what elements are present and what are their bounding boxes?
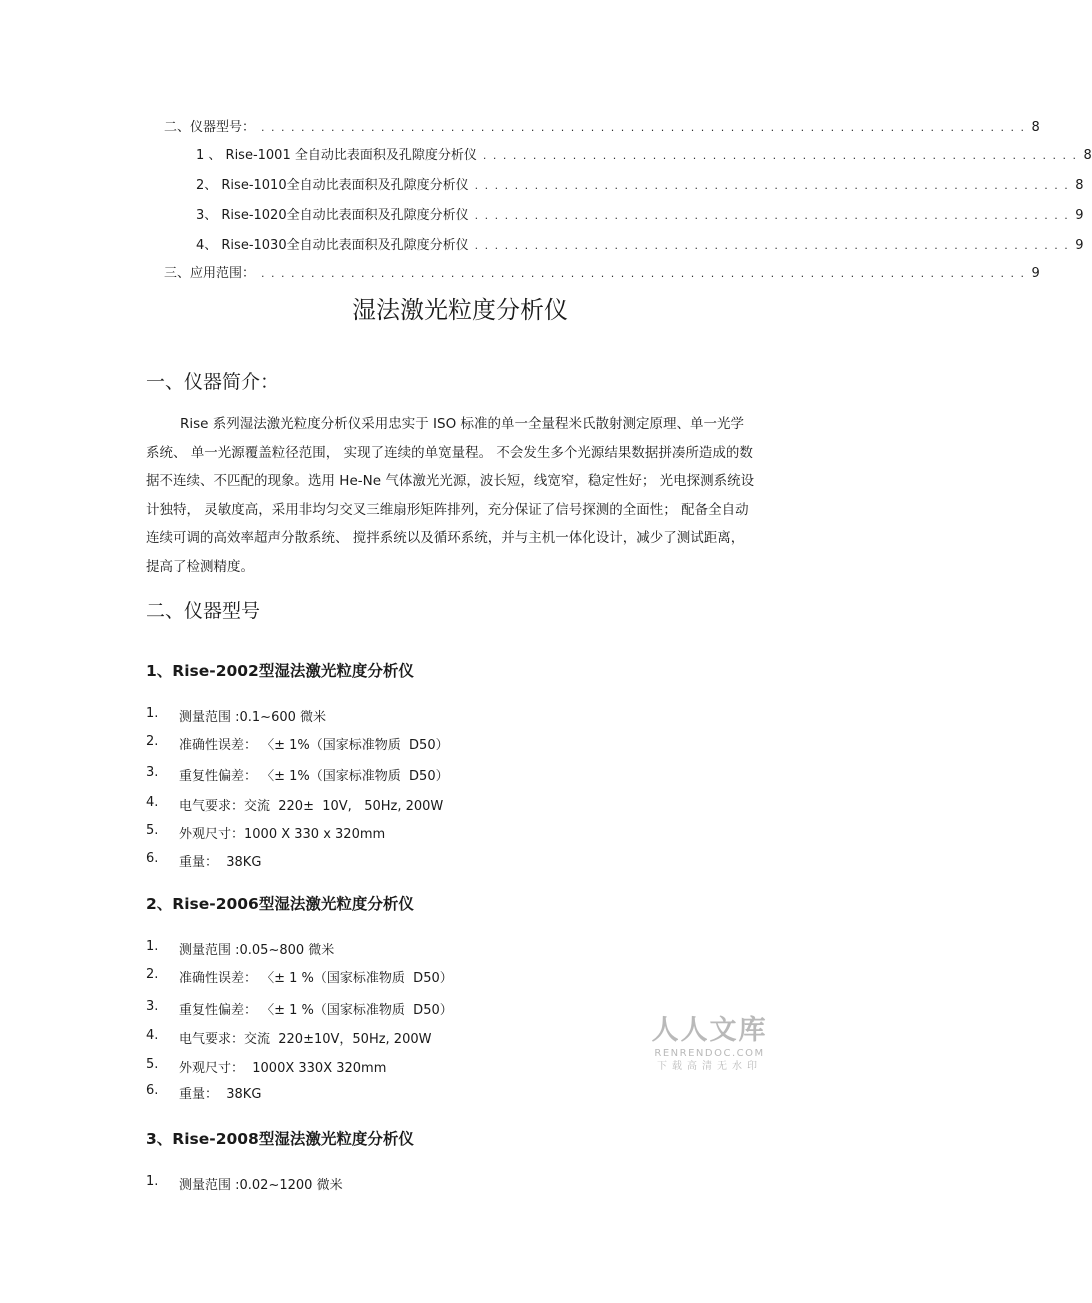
toc-label: 2、 Rise-1010全自动比表面积及孔隙度分析仪 (196, 178, 469, 193)
spec-item (146, 765, 449, 784)
spec-number: 3. (146, 765, 159, 780)
spec-text: 测量范围 :0.02~1200 微米 (179, 1178, 343, 1193)
spec-text: 外观尺寸： 1000X 330X 320mm (179, 1061, 387, 1076)
toc-label: 3、 Rise-1020全自动比表面积及孔隙度分析仪 (196, 208, 469, 223)
spec-text: 电气要求：交流 220± 10V, 50Hz, 200W (179, 799, 444, 814)
spec-text: 重量： 38KG (179, 855, 262, 870)
spec-number: 5. (146, 823, 159, 838)
toc-label: 二、仪器型号： (164, 120, 256, 135)
spec-text: 重量： 38KG (179, 1087, 262, 1102)
intro-paragraph: Rise 系列湿法激光粒度分析仪采用忠实于 ISO 标准的单一全量程米氏散射测定原理、单一光学系统、 单一光源覆盖粒径范围， 实现了连续的单宽量程。 不会发生多个光源结果数据拼凑所造成的数据不连续、不匹配的现象。选用 He-Ne 气体激光光源，波长短，线宽窄，稳定性好； 光电探测系统设计独特， 灵敏度高，采用非均匀交叉三维扇形矩阵排列，充分保证了信号探测的全面性； 配备全自动连续可调的高效率超声分散系统、 搅拌系统以及循环系统，并与主机一体化设计，减少了测试距离，提高了检测精度。 (146, 416, 755, 575)
spec-number: 4. (146, 1028, 159, 1043)
toc-page-number: 8 (1075, 178, 1084, 193)
spec-text: 重复性偏差： 〈± 1 %（国家标准物质 D50） (179, 1003, 453, 1018)
spec-item (146, 706, 326, 725)
toc-row[interactable] (164, 262, 1040, 281)
section-heading-intro: 一、仪器简介： (146, 371, 280, 393)
toc-leader: . . . . . . . . . . . . . . . . . . . . . . . . . . . . . . . . . . . . . . . . . . . . . . . . . . . . . . . . . . . . (474, 179, 1070, 192)
spec-text: 准确性误差： 〈± 1%（国家标准物质 D50） (179, 738, 449, 753)
spec-item (146, 851, 261, 870)
toc-row[interactable] (196, 174, 1084, 193)
toc-label: 1 、 Rise-1001 全自动比表面积及孔隙度分析仪 (196, 148, 477, 163)
spec-number: 4. (146, 795, 159, 810)
spec-item (146, 939, 334, 958)
spec-number: 5. (146, 1057, 159, 1072)
toc-page-number: 9 (1031, 266, 1040, 281)
toc-leader: . . . . . . . . . . . . . . . . . . . . . . . . . . . . . . . . . . . . . . . . . . . . . . . . . . . . . . . . . . . . (474, 239, 1070, 252)
watermark-domain: RENRENDOC.COM (654, 1048, 765, 1059)
toc-leader: . . . . . . . . . . . . . . . . . . . . . . . . . . . . . . . . . . . . . . . . . . . . . . . . . . . . . . . . . . . . . . . . . . . . . . . . . . . . . (261, 121, 1026, 134)
toc-label: 三、应用范围： (164, 266, 256, 281)
spec-item (146, 734, 449, 753)
spec-text: 测量范围 :0.1~600 微米 (179, 710, 327, 725)
spec-text: 准确性误差： 〈± 1 %（国家标准物质 D50） (179, 971, 453, 986)
spec-number: 3. (146, 999, 159, 1014)
spec-item (146, 823, 385, 842)
spec-item (146, 1083, 261, 1102)
section-heading-models: 二、仪器型号 (146, 600, 261, 622)
spec-number: 6. (146, 851, 159, 866)
model-heading: 2、Rise-2006型湿法激光粒度分析仪 (146, 895, 414, 913)
toc-page-number: 9 (1075, 238, 1084, 253)
watermark-slogan: 下载高清无水印 (657, 1061, 762, 1072)
toc-page-number: 8 (1083, 148, 1092, 163)
toc-leader: . . . . . . . . . . . . . . . . . . . . . . . . . . . . . . . . . . . . . . . . . . . . . . . . . . . . . . . . . . . . . . . . . . . . . . . . . . . . . (261, 267, 1026, 280)
spec-item (146, 1028, 431, 1047)
spec-number: 1. (146, 706, 159, 721)
document-title: 湿法激光粒度分析仪 (352, 296, 568, 324)
toc-row[interactable] (196, 144, 1092, 163)
spec-text: 电气要求：交流 220±10V，50Hz, 200W (179, 1032, 432, 1047)
spec-number: 2. (146, 734, 159, 749)
spec-item (146, 999, 453, 1018)
spec-item (146, 795, 443, 814)
model-heading: 1、Rise-2002型湿法激光粒度分析仪 (146, 662, 414, 680)
toc-row[interactable] (196, 204, 1084, 223)
toc-row[interactable] (164, 116, 1040, 135)
spec-number: 6. (146, 1083, 159, 1098)
spec-number: 1. (146, 939, 159, 954)
spec-item (146, 1057, 386, 1076)
spec-item (146, 1174, 343, 1193)
toc-leader: . . . . . . . . . . . . . . . . . . . . . . . . . . . . . . . . . . . . . . . . . . . . . . . . . . . . . . . . . . . . (474, 209, 1070, 222)
spec-text: 测量范围 :0.05~800 微米 (179, 943, 335, 958)
spec-number: 2. (146, 967, 159, 982)
toc-page-number: 8 (1031, 120, 1040, 135)
spec-text: 重复性偏差： 〈± 1%（国家标准物质 D50） (179, 769, 449, 784)
toc-page-number: 9 (1075, 208, 1084, 223)
toc-label: 4、 Rise-1030全自动比表面积及孔隙度分析仪 (196, 238, 469, 253)
model-heading: 3、Rise-2008型湿法激光粒度分析仪 (146, 1130, 414, 1148)
watermark-logo: 人人文库 (651, 1015, 768, 1046)
spec-text: 外观尺寸：1000 X 330 x 320mm (179, 827, 386, 842)
spec-number: 1. (146, 1174, 159, 1189)
spec-item (146, 967, 453, 986)
toc-leader: . . . . . . . . . . . . . . . . . . . . . . . . . . . . . . . . . . . . . . . . . . . . . . . . . . . . . . . . . . . . (482, 149, 1078, 162)
toc-row[interactable] (196, 234, 1084, 253)
watermark (647, 1015, 772, 1074)
